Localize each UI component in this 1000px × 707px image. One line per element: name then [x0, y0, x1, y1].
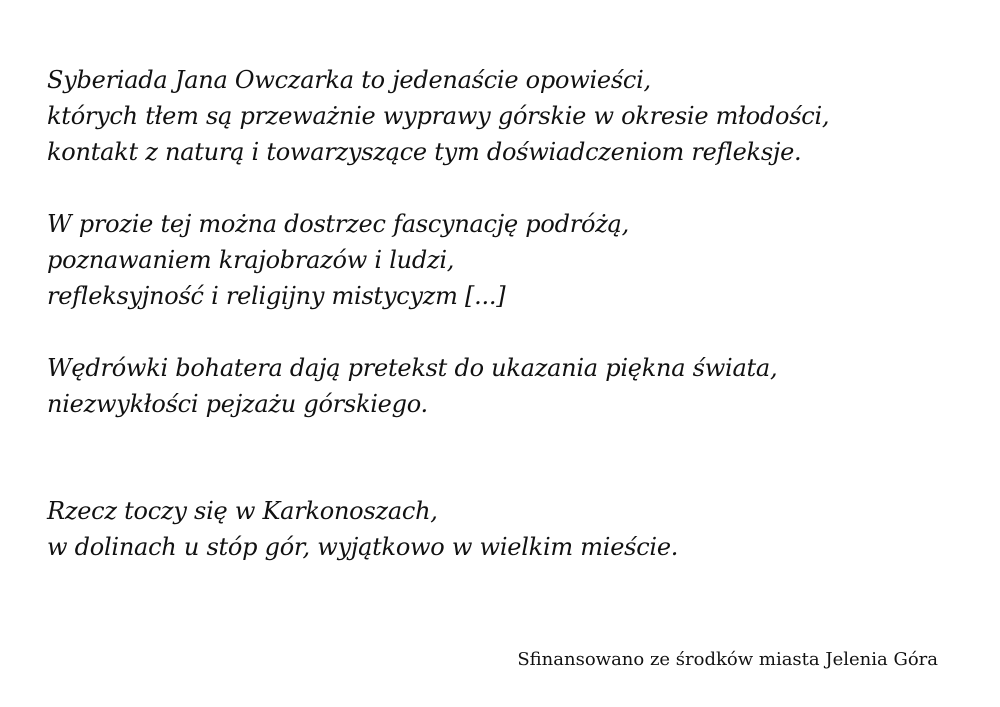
- text-line: niezwykłości pejzażu górskiego.: [47, 390, 428, 418]
- paragraph-wanderings: [47, 350, 777, 422]
- paragraph-prose: [47, 206, 629, 314]
- paragraph-setting: [47, 493, 678, 565]
- text-line: W prozie tej można dostrzec fascynację podróżą,: [47, 210, 629, 238]
- text-line: Rzecz toczy się w Karkonoszach,: [47, 497, 438, 525]
- text-line: Wędrówki bohatera dają pretekst do ukazania piękna świata,: [47, 354, 778, 382]
- text-line: w dolinach u stóp gór, wyjątkowo w wielkim mieście.: [47, 533, 679, 561]
- funding-footer: Sfinansowano ze środków miasta Jelenia Góra: [517, 649, 938, 670]
- text-line: poznawaniem krajobrazów i ludzi,: [47, 246, 455, 274]
- text-line: Syberiada Jana Owczarka to jedenaście opowieści,: [47, 66, 651, 94]
- text-line: kontakt z naturą i towarzyszące tym doświadczeniom refleksje.: [47, 138, 802, 166]
- text-line: refleksyjność i religijny mistycyzm [...]: [47, 282, 506, 310]
- paragraph-intro: [47, 62, 829, 170]
- text-line: których tłem są przeważnie wyprawy górskie w okresie młodości,: [47, 102, 830, 130]
